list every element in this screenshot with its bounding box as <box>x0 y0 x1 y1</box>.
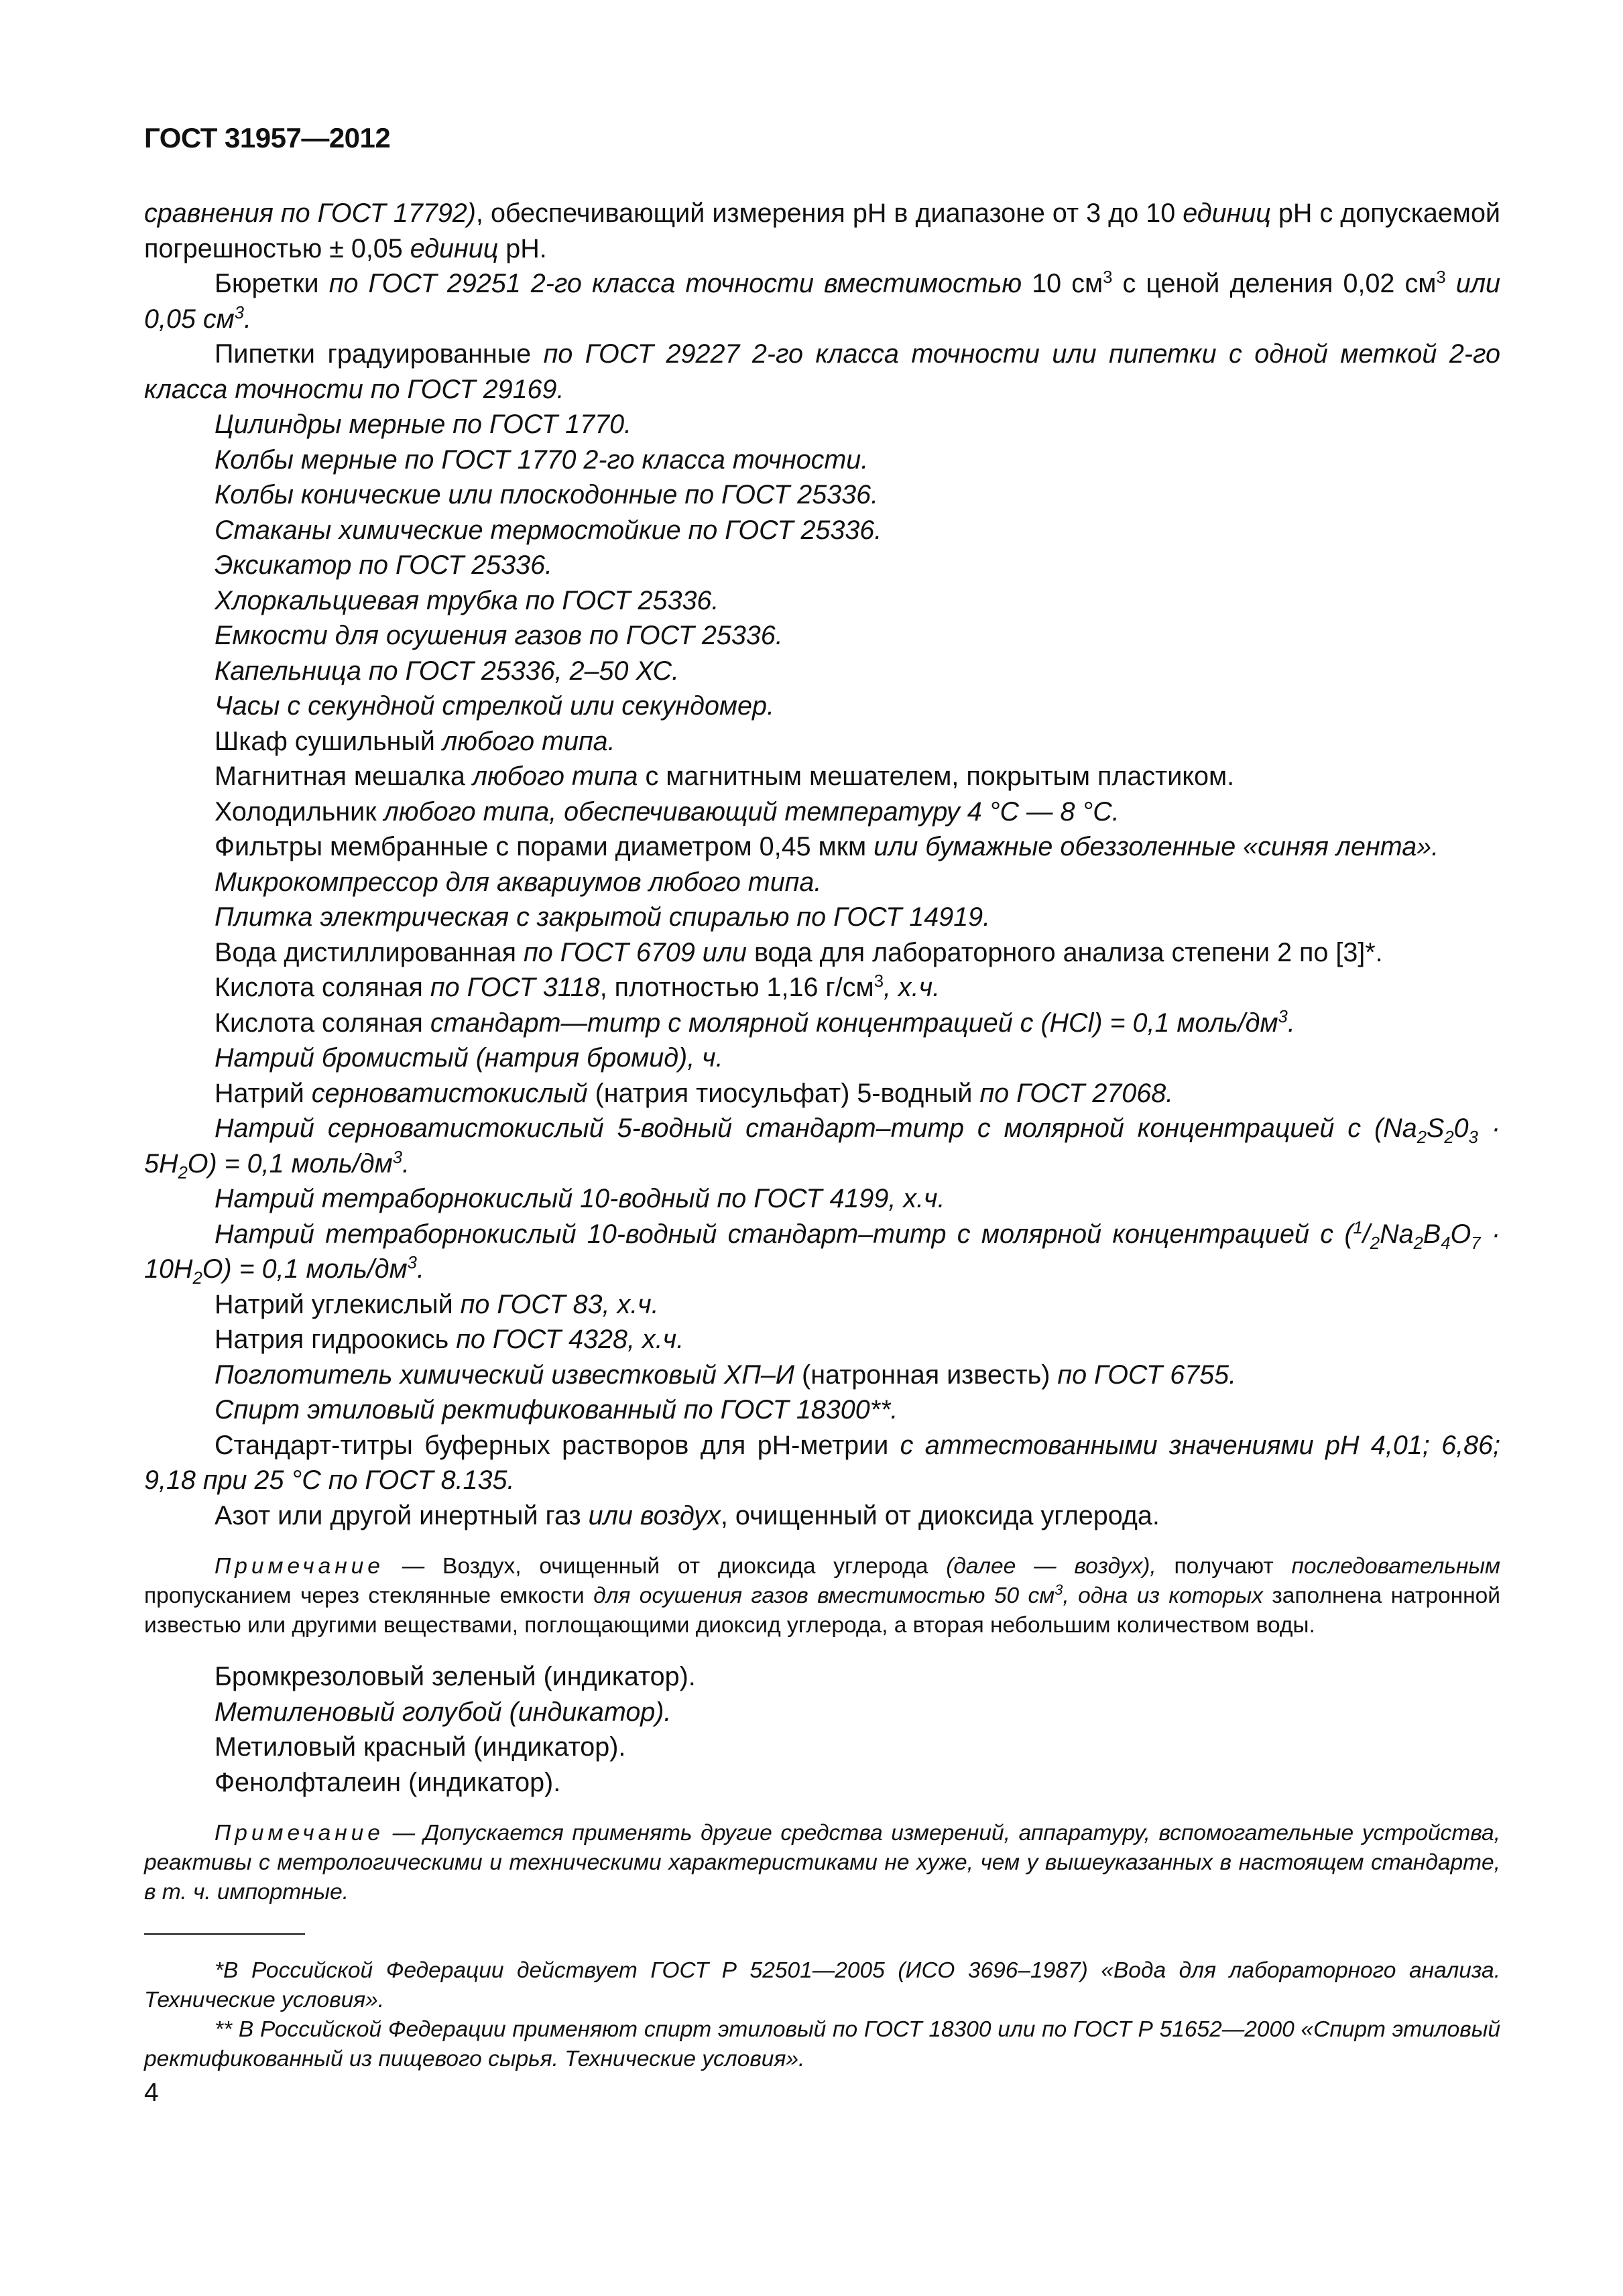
list-item: Хлоркальциевая трубка по ГОСТ 25336. <box>215 585 719 615</box>
text-span: , х.ч. <box>883 973 941 1002</box>
list-item: Спирт этиловый ректификованный по ГОСТ 18300**. <box>215 1395 898 1425</box>
list-item: Натрий тетраборнокислый 10-водный по ГОСТ 4199, х.ч. <box>215 1184 945 1213</box>
text-span: Азот или другой инертный газ <box>215 1500 589 1530</box>
paragraph-burettes <box>144 266 1500 337</box>
text-span: Натрий <box>215 1078 312 1108</box>
subscript: 2 <box>178 1163 188 1183</box>
text-span: заполнена натронной известью или другими веществами, поглощающими диоксид углерода, а вторая небольшим количеством воды. <box>144 1583 1500 1638</box>
text-span: O) = 0,1 моль/дм <box>202 1254 408 1284</box>
list-item: Цилиндры мерные по ГОСТ 1770. <box>215 410 632 439</box>
text-span: (далее — воздух), <box>946 1554 1156 1579</box>
text-span: Магнитная мешалка <box>215 762 473 791</box>
text-span: . <box>416 1254 424 1284</box>
text-span: по ГОСТ 27068. <box>979 1078 1174 1108</box>
note-alternatives <box>144 1819 1500 1907</box>
list-item <box>144 1111 1500 1181</box>
text-span: любого типа <box>472 762 638 791</box>
footnotes <box>144 1956 1500 2074</box>
list-item <box>144 1076 1500 1111</box>
text-span: или 0,05 см <box>144 269 1500 334</box>
list-item: Стаканы химические термостойкие по ГОСТ 25336. <box>215 515 882 545</box>
text-span: серноватистокислый <box>311 1078 588 1108</box>
footnote-divider <box>144 1933 305 1935</box>
text-span: Натрий серноватистокислый 5-водный стандарт–титр с молярной концентрацией с (Na <box>215 1113 1417 1143</box>
text-span: единиц <box>410 233 499 263</box>
list-item <box>144 1428 1500 1498</box>
text-span: единиц <box>1183 198 1271 228</box>
text-span: Натрия гидроокись <box>215 1325 457 1354</box>
text-span: по ГОСТ 29227 2-го класса точности или пипетки с одной меткой 2-го класса точности по ГОСТ 29169. <box>144 339 1500 404</box>
text-span: . <box>243 304 251 334</box>
list-item: Колбы конические или плоскодонные по ГОСТ 25336. <box>215 480 879 509</box>
subscript: 2 <box>1417 1128 1427 1147</box>
text-span: или бумажные обеззоленные «синяя лента». <box>874 832 1439 861</box>
superscript: 1 <box>1353 1218 1363 1237</box>
text-span: (натронная известь) <box>794 1360 1058 1390</box>
superscript: 3 <box>1103 267 1113 287</box>
text-span: · 10H <box>144 1219 1500 1284</box>
text-span: · 5H <box>144 1113 1500 1179</box>
text-span: по ГОСТ 3118 <box>430 973 600 1002</box>
text-span: по ГОСТ 4328, х.ч. <box>456 1325 684 1354</box>
text-span: . <box>402 1148 410 1179</box>
text-span: для осушения газов вместимостью 50 см <box>593 1583 1055 1608</box>
list-item: Колбы мерные по ГОСТ 1770 2-го класса точности. <box>215 444 869 475</box>
text-span: B <box>1423 1219 1441 1249</box>
list-item <box>144 724 1500 760</box>
superscript: 3 <box>1278 1007 1288 1026</box>
main-text <box>144 196 1500 1926</box>
text-span: Вода дистиллированная <box>215 937 524 967</box>
text-span: O) = 0,1 моль/дм <box>187 1148 393 1179</box>
text-span: с ценой деления 0,02 см <box>1112 269 1437 298</box>
text-span: сравнения по ГОСТ 17792) <box>144 198 476 228</box>
standard-header: ГОСТ 31957—2012 <box>144 122 391 154</box>
superscript: 3 <box>1436 267 1446 287</box>
text-span: 10 см <box>1022 269 1103 298</box>
text-span: S <box>1426 1113 1445 1143</box>
text-span: последовательным <box>1291 1554 1500 1579</box>
text-span: Поглотитель химический известковый ХП–И <box>215 1360 795 1390</box>
text-span: Пипетки градуированные <box>215 339 544 369</box>
list-item <box>144 1498 1500 1534</box>
list-item: Натрий бромистый (натрия бромид), ч. <box>215 1043 723 1073</box>
superscript: 3 <box>874 971 884 991</box>
list-item <box>144 759 1500 794</box>
text-span: любого типа. <box>442 726 615 756</box>
text-span: (натрия тиосульфат) 5-водный <box>587 1078 980 1108</box>
text-span: , одна из которых <box>1063 1583 1263 1608</box>
superscript: 3 <box>407 1253 417 1272</box>
subscript: 2 <box>1444 1128 1454 1147</box>
superscript: 3 <box>1055 1581 1063 1598</box>
text-span: Шкаф сушильный <box>215 726 442 756</box>
text-span: , очищенный от диоксида углерода. <box>720 1500 1160 1530</box>
text-span: стандарт—титр с молярной концентрацией с (HCl) = 0,1 моль/дм <box>430 1008 1278 1038</box>
text-span: — Допускается применять другие средства измерений, аппаратуру, вспомогательные устройства, реактивы с метрологическими и техническими характеристиками не хуже, чем у вышеуказанных в настоящем стандарте, в т. ч. импортные. <box>144 1821 1500 1905</box>
text-span: / <box>1362 1219 1370 1249</box>
paragraph-ph-meter <box>144 196 1500 266</box>
note-label: Примечание <box>215 1821 384 1846</box>
text-span: , обеспечивающий измерения рН в диапазоне от 3 до 10 <box>475 198 1183 228</box>
list-item <box>144 1217 1500 1287</box>
subscript: 2 <box>1370 1233 1380 1253</box>
note-label: Примечание <box>215 1554 384 1579</box>
text-span: с аттестованными значениями рН 4,01; 6,86; 9,18 при 25 °С по ГОСТ 8.135. <box>144 1430 1500 1495</box>
indicator-item: Бромкрезоловый зеленый (индикатор). <box>215 1662 696 1691</box>
list-item <box>144 1006 1500 1041</box>
list-item <box>144 970 1500 1006</box>
text-span: Фильтры мембранные с порами диаметром 0,45 мкм <box>215 832 874 861</box>
text-span: Натрий тетраборнокислый 10-водный стандарт–титр с молярной концентрацией с ( <box>215 1219 1354 1249</box>
text-span: Натрий углекислый <box>215 1289 461 1319</box>
text-span: , плотностью 1,16 г/см <box>599 973 874 1002</box>
list-item: Микрокомпрессор для аквариумов любого типа. <box>215 867 822 897</box>
list-item <box>144 794 1500 830</box>
text-span: . <box>1287 1008 1295 1038</box>
list-item: Эксикатор по ГОСТ 25336. <box>215 550 553 580</box>
list-item: Емкости для осушения газов по ГОСТ 25336. <box>215 621 783 650</box>
text-span: Кислота соляная <box>215 973 430 1002</box>
list-item: Плитка электрическая с закрытой спиралью по ГОСТ 14919. <box>215 902 991 932</box>
indicator-item: Метиленовый голубой (индикатор). <box>215 1697 672 1727</box>
text-span: или воздух <box>588 1500 721 1530</box>
subscript: 7 <box>1471 1233 1481 1253</box>
footnote: *В Российской Федерации действует ГОСТ Р 52501—2005 (ИСО 3696–1987) «Вода для лабораторного анализа. Технические условия». <box>144 1958 1500 2012</box>
subscript: 2 <box>192 1268 202 1288</box>
list-item: Капельница по ГОСТ 25336, 2–50 ХС. <box>215 656 679 686</box>
text-span: вода для лабораторного анализа степени 2 по [3]*. <box>747 937 1383 967</box>
text-span: Na <box>1380 1219 1414 1249</box>
note-air <box>144 1552 1500 1640</box>
text-span: пропусканием через стеклянные емкости <box>144 1583 594 1608</box>
list-item <box>144 935 1500 971</box>
subscript: 4 <box>1441 1233 1451 1253</box>
text-span: по ГОСТ 29251 2-го класса точности вместимостью <box>328 269 1022 298</box>
text-span: Стандарт-титры буферных растворов для рН-метрии <box>215 1430 900 1460</box>
list-item: Часы с секундной стрелкой или секундомер. <box>215 691 774 721</box>
text-span: O <box>1450 1219 1471 1249</box>
text-span: — Воздух, очищенный от диоксида углерода <box>383 1554 947 1579</box>
text-span: по ГОСТ 83, х.ч. <box>460 1289 659 1319</box>
text-span: с магнитным мешателем, покрытым пластиком. <box>638 762 1235 791</box>
text-span: по ГОСТ 6709 или <box>524 937 747 967</box>
list-item <box>144 1322 1500 1357</box>
text-span: рН с допускаемой погрешностью ± 0,05 <box>144 198 1500 263</box>
text-span: рН. <box>498 233 547 263</box>
list-item <box>144 829 1500 865</box>
text-span: любого типа, обеспечивающий температуру 4 °С — 8 °С. <box>383 796 1120 827</box>
superscript: 3 <box>392 1148 402 1167</box>
indicator-item: Фенолфталеин (индикатор). <box>215 1767 561 1797</box>
text-span: Кислота соляная <box>215 1008 430 1038</box>
text-span: Бюретки <box>215 269 329 298</box>
list-item <box>144 1287 1500 1323</box>
footnote: ** В Российской Федерации применяют спирт этиловый по ГОСТ 18300 или по ГОСТ Р 51652—2000 «Спирт этиловый ректификованный из пищевого сырья. Технические условия». <box>144 2017 1500 2071</box>
paragraph-pipettes <box>144 337 1500 407</box>
subscript: 3 <box>1468 1128 1478 1147</box>
text-span: получают <box>1156 1554 1292 1579</box>
page-number: 4 <box>144 2078 159 2107</box>
text-span: Холодильник <box>215 796 384 827</box>
indicator-item: Метиловый красный (индикатор). <box>215 1732 626 1762</box>
text-span: по ГОСТ 6755. <box>1057 1360 1237 1390</box>
list-item <box>144 1357 1500 1393</box>
text-span: 0 <box>1453 1113 1469 1143</box>
subscript: 2 <box>1413 1233 1423 1253</box>
superscript: 3 <box>234 303 244 322</box>
